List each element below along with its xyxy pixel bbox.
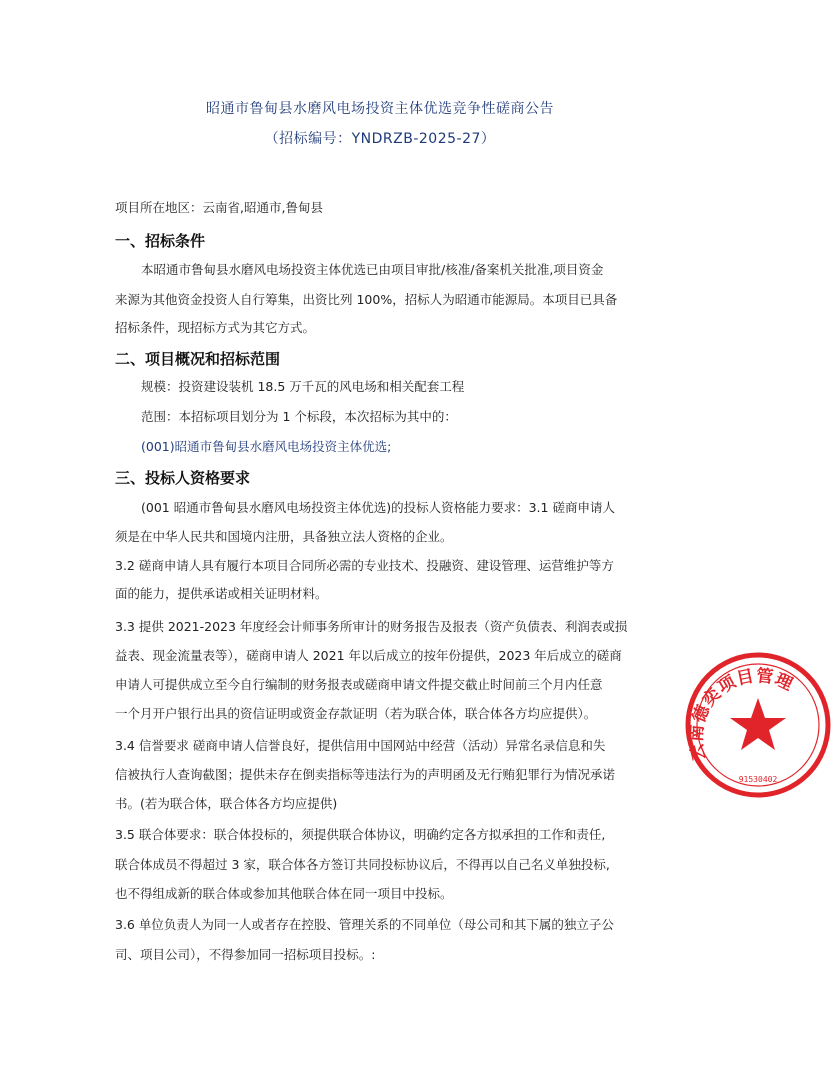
seal-number: 91530402 bbox=[738, 775, 778, 784]
company-seal-stamp bbox=[683, 650, 833, 800]
project-location: 项目所在地区：云南省,昭通市,鲁甸县 bbox=[115, 200, 323, 215]
section1-line-3: 招标条件，现招标方式为其它方式。 bbox=[115, 320, 316, 335]
qual-3-3-line-4: 一个月开户银行出具的资信证明或资金存款证明（若为联合体，联合体各方均应提供）。 bbox=[115, 706, 597, 721]
seal-star-icon bbox=[730, 698, 786, 750]
project-range: 范围：本招标项目划分为 1 个标段，本次招标为其中的： bbox=[141, 409, 457, 424]
qual-3-3-line-2: 益表、现金流量表等），磋商申请人 2021 年以后成立的按年份提供，2023 年后成立的磋商 bbox=[115, 648, 622, 663]
section3-heading: 三、投标人资格要求 bbox=[115, 469, 251, 487]
qual-3-3-line-3: 申请人可提供成立至今自行编制的财务报表或磋商申请文件提交截止时间前三个月内任意 bbox=[115, 677, 603, 692]
tender-code: （招标编号：YNDRZB-2025-27） bbox=[264, 131, 496, 147]
qual-3-2-line-1: 3.2 磋商申请人具有履行本项目合同所必需的专业技术、投融资、建设管理、运营维护等方 bbox=[115, 558, 614, 573]
qual-intro-line-1: (001 昭通市鲁甸县水磨风电场投资主体优选)的投标人资格能力要求：3.1 磋商申请人 bbox=[141, 500, 615, 515]
seal-text: 云南德奕项目管理 bbox=[686, 665, 797, 764]
qual-3-6-line-1: 3.6 单位负责人为同一人或者存在控股、管理关系的不同单位（母公司和其下属的独立子公 bbox=[115, 917, 614, 932]
qual-3-4-line-3: 书。(若为联合体，联合体各方均应提供) bbox=[115, 796, 338, 811]
qual-3-5-line-1: 3.5 联合体要求：联合体投标的，须提供联合体协议，明确约定各方拟承担的工作和责任, bbox=[115, 827, 606, 842]
qual-3-3-line-1: 3.3 提供 2021-2023 年度经会计师事务所审计的财务报告及报表（资产负债表、利润表或损 bbox=[115, 619, 628, 634]
document-title: 昭通市鲁甸县水磨风电场投资主体优选竞争性磋商公告 bbox=[206, 101, 554, 117]
qual-3-5-line-3: 也不得组成新的联合体或参加其他联合体在同一项目中投标。 bbox=[115, 886, 453, 901]
lot-item: (001)昭通市鲁甸县水磨风电场投资主体优选; bbox=[141, 439, 392, 454]
section1-heading: 一、招标条件 bbox=[115, 232, 206, 250]
qual-3-2-line-2: 面的能力，提供承诺或相关证明材料。 bbox=[115, 586, 328, 601]
project-scale: 规模：投资建设装机 18.5 万千瓦的风电场和相关配套工程 bbox=[141, 379, 465, 394]
section2-heading: 二、项目概况和招标范围 bbox=[115, 350, 281, 368]
qual-3-4-line-2: 信被执行人查询截图；提供未存在倒卖指标等违法行为的声明函及无行贿犯罪行为情况承诺 bbox=[115, 767, 616, 782]
section1-line-1: 本昭通市鲁甸县水磨风电场投资主体优选已由项目审批/核准/备案机关批准,项目资金 bbox=[141, 262, 604, 277]
qual-3-6-line-2: 司、项目公司），不得参加同一招标项目投标。: bbox=[115, 947, 376, 962]
qual-3-5-line-2: 联合体成员不得超过 3 家，联合体各方签订共同投标协议后，不得再以自己名义单独投标, bbox=[115, 857, 610, 872]
section1-line-2: 来源为其他资金投资人自行筹集，出资比列 100%，招标人为昭通市能源局。本项目已具备 bbox=[115, 292, 618, 307]
qual-intro-line-2: 须是在中华人民共和国境内注册，具备独立法人资格的企业。 bbox=[115, 529, 453, 544]
qual-3-4-line-1: 3.4 信誉要求 磋商申请人信誉良好，提供信用中国网站中经营（活动）异常名录信息和失 bbox=[115, 738, 606, 753]
